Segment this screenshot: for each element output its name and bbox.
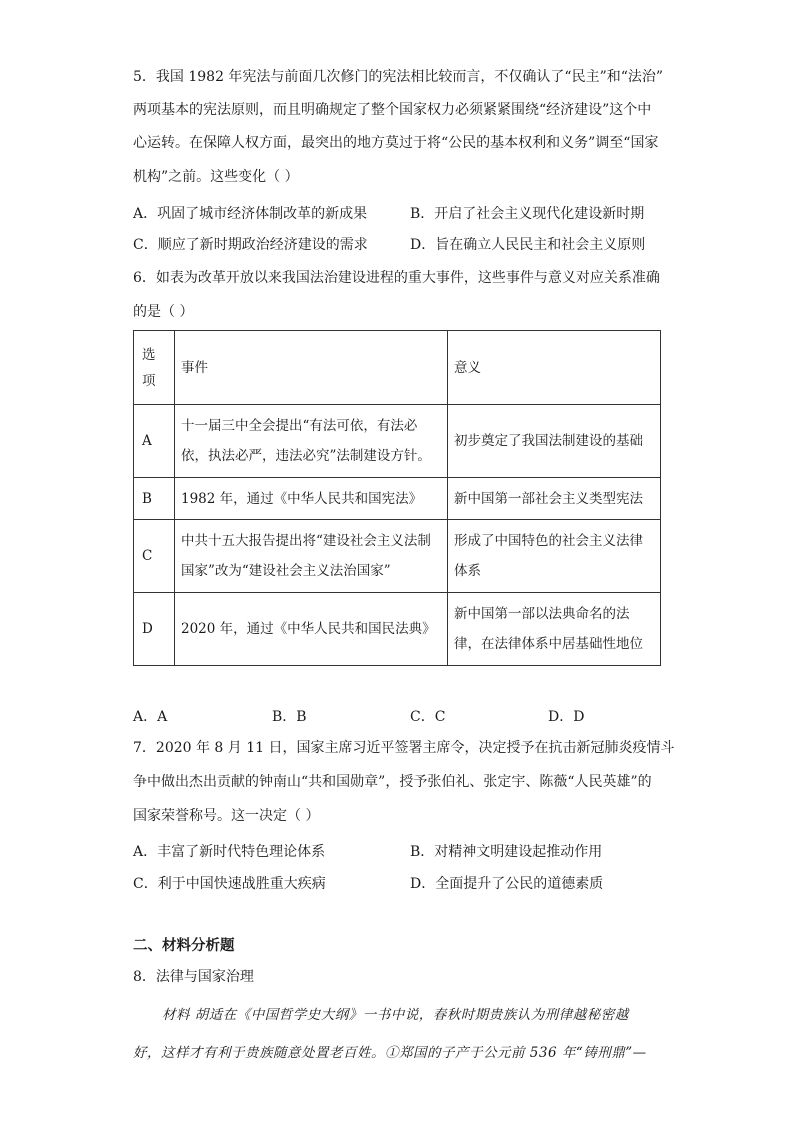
q6-option-b: B．B [272,709,307,725]
table-cell-meaning: 形成了中国特色的社会主义法律体系 [448,520,661,593]
table-header-event: 事件 [175,331,448,405]
table-cell-meaning: 新中国第一部以法典命名的法律，在法律体系中居基础性地位 [448,593,661,666]
q7-line-1: 7．2020 年 8 月 11 日，国家主席习近平签署主席令，决定授予在抗击新冠肺炎疫情斗 [133,740,675,756]
q7-option-d: D．全面提升了公民的道德素质 [410,876,604,892]
q5-option-d: D．旨在确立人民民主和社会主义原则 [410,237,646,253]
table-cell-meaning: 新中国第一部社会主义类型宪法 [448,478,661,520]
q6-line-2: 的是（ ） [133,304,194,320]
material-line-1: 材料 胡适在《中国哲学史大纲》一书中说，春秋时期贵族认为刑律越秘密越 [162,1007,629,1023]
table-cell-option: B [134,478,175,520]
section-heading: 二、材料分析题 [133,937,235,954]
q5-line-1: 5．我国 1982 年宪法与前面几次修门的宪法相比较而言，不仅确认了“民主”和“法治” [133,69,664,85]
table-cell-event: 中共十五大报告提出将“建设社会主义法制国家”改为“建设社会主义法治国家” [175,520,448,593]
material-line-2: 好，这样才有利于贵族随意处置老百姓。①郑国的子产于公元前 536 年“铸刑鼎”— [133,1045,647,1061]
table-header-option: 选项 [134,331,175,405]
table-cell-option: D [134,593,175,666]
q5-option-c: C．顺应了新时期政治经济建设的需求 [133,237,368,253]
table-row [134,593,661,666]
q7-option-b: B．对精神文明建设起推动作用 [410,844,603,860]
table-row [134,520,661,593]
table-row [134,405,661,478]
q8-title: 8．法律与国家治理 [133,969,254,985]
q5-line-4: 机构”之前。这些变化（ ） [133,169,299,185]
q5-option-b: B．开启了社会主义现代化建设新时期 [410,206,645,222]
q5-line-2: 两项基本的宪法原则，而且明确规定了整个国家权力必须紧紧围绕“经济建设”这个中 [133,102,652,118]
q6-line-1: 6．如表为改革开放以来我国法治建设进程的重大事件，这些事件与意义对应关系准确 [133,270,660,286]
q6-option-d: D．D [548,709,585,725]
events-table [133,330,661,666]
q5-option-a: A．巩固了城市经济体制改革的新成果 [133,206,368,222]
q7-option-c: C．利于中国快速战胜重大疾病 [133,876,326,892]
table-cell-event: 1982 年，通过《中华人民共和国宪法》 [175,478,448,520]
q5-line-3: 心运转。在保障人权方面，最突出的地方莫过于将“公民的基本权利和义务”调至“国家 [133,135,659,151]
table-cell-option: C [134,520,175,593]
table-cell-event: 十一届三中全会提出“有法可依，有法必依，执法必严，违法必究”法制建设方针。 [175,405,448,478]
q6-option-c: C．C [410,709,446,725]
table-cell-meaning: 初步奠定了我国法制建设的基础 [448,405,661,478]
table-header-row [134,331,661,405]
table-row [134,478,661,520]
q7-line-3: 国家荣誉称号。这一决定（ ） [133,808,320,824]
table-header-meaning: 意义 [448,331,661,405]
table-cell-event: 2020 年，通过《中华人民共和国民法典》 [175,593,448,666]
q7-option-a: A．丰富了新时代特色理论体系 [133,844,326,860]
table-cell-option: A [134,405,175,478]
q6-option-a: A．A [133,709,168,725]
q7-line-2: 争中做出杰出贡献的钟南山“共和国勋章”，授予张伯礼、张定宇、陈薇“人民英雄”的 [133,774,652,790]
